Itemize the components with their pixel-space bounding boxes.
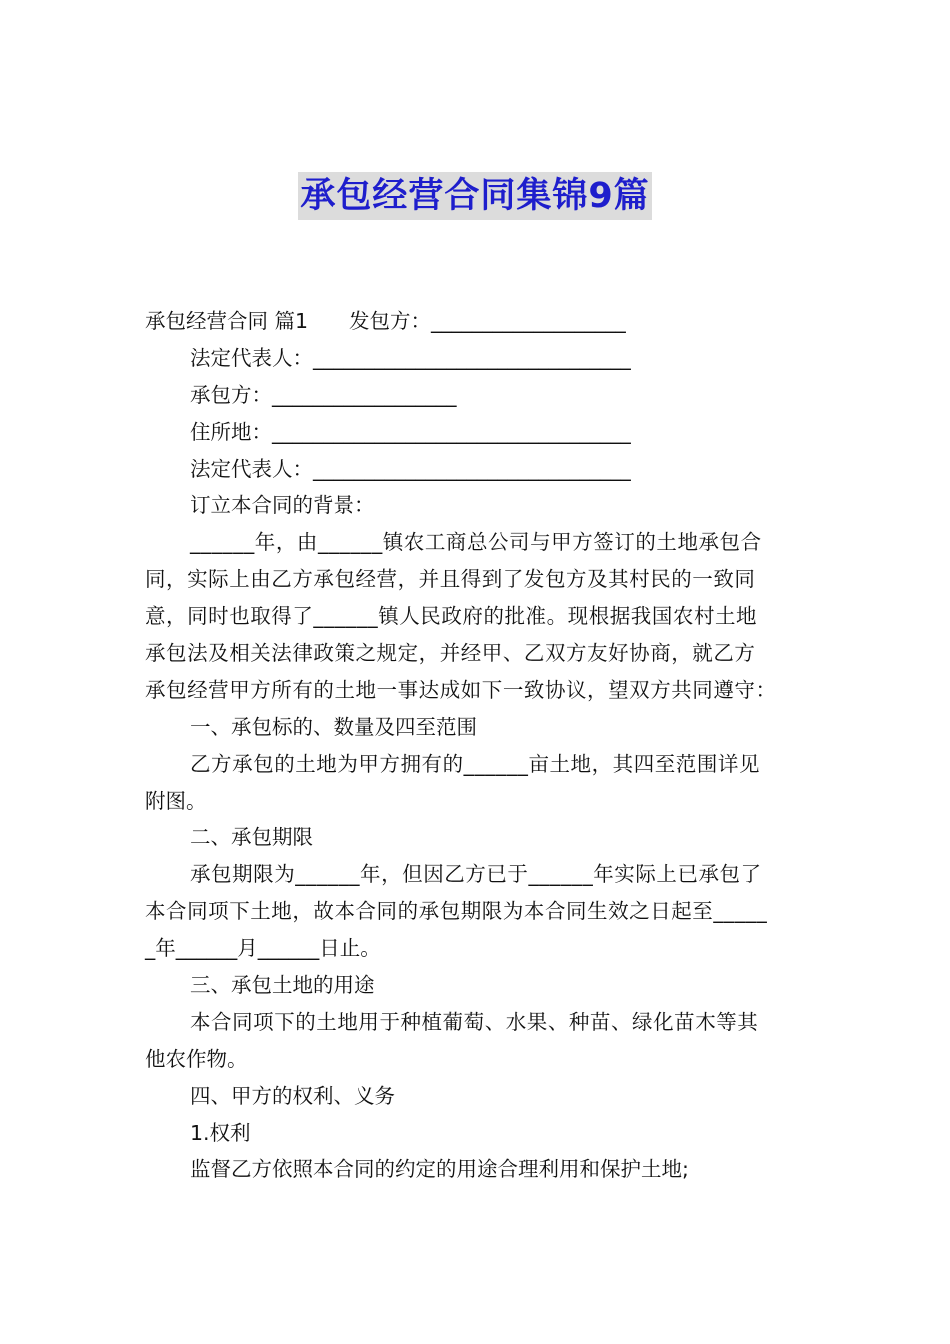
document-title-block (0, 172, 950, 220)
sub-clause-heading: 1.权利 (190, 1120, 251, 1145)
contract-body (145, 303, 807, 1188)
address-field: 住所地：___________________________________ (190, 419, 631, 444)
paragraph-line: 本合同项下的土地用于种植葡萄、水果、种苗、绿化苗木等其 (190, 1009, 759, 1034)
paragraph-line: 同，实际上由乙方承包经营，并且得到了发包方及其村民的一致同 (145, 567, 756, 592)
paragraph-line: 意，同时也取得了______镇人民政府的批准。现根据我国农村土地 (145, 604, 758, 629)
paragraph-line: 承包法及相关法律政策之规定，并经甲、乙双方友好协商，就乙方 (145, 641, 756, 666)
paragraph-line: ______年，由______镇农工商总公司与甲方签订的土地承包合 (190, 530, 762, 555)
clause-heading: 一、承包标的、数量及四至范围 (190, 714, 477, 739)
legal-representative-field: 法定代表人：_______________________________ (190, 345, 631, 370)
contractor-field: 承包方：__________________ (190, 382, 457, 407)
background-heading: 订立本合同的背景： (190, 493, 375, 518)
paragraph-line: _年______月______日止。 (145, 936, 381, 961)
paragraph-line: 乙方承包的土地为甲方拥有的______亩土地，其四至范围详见 (190, 751, 760, 776)
document-title: 承包经营合同集锦9篇 (298, 172, 651, 220)
paragraph-line: 他农作物。 (145, 1046, 248, 1071)
paragraph-line: 本合同项下土地，故本合同的承包期限为本合同生效之日起至_____ (145, 899, 768, 924)
paragraph-line: 承包期限为______年，但因乙方已于______年实际上已承包了 (190, 862, 762, 887)
paragraph-line: 承包经营甲方所有的土地一事达成如下一致协议，望双方共同遵守： (145, 677, 777, 702)
clause-heading: 二、承包期限 (190, 825, 313, 850)
clause-heading: 三、承包土地的用途 (190, 973, 375, 998)
paragraph-line: 附图。 (145, 788, 207, 813)
section-heading-line: 承包经营合同 篇1 发包方：___________________ (145, 309, 626, 333)
clause-heading: 四、甲方的权利、义务 (190, 1083, 395, 1108)
paragraph-line: 监督乙方依照本合同的约定的用途合理利用和保护土地; (190, 1157, 689, 1182)
legal-representative-field-2: 法定代表人：_______________________________ (190, 456, 631, 481)
